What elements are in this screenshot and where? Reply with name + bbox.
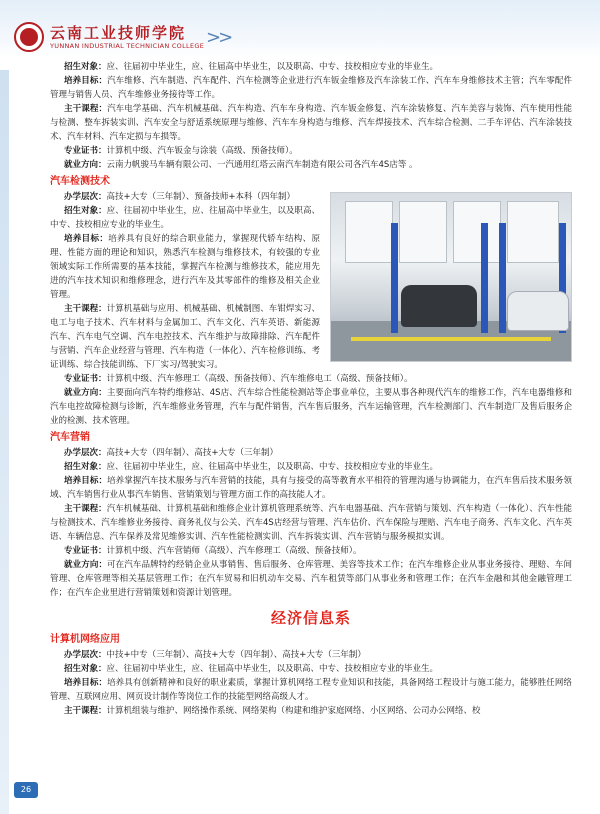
top-block: [50, 60, 572, 172]
section-auto-marketing: [50, 430, 572, 600]
section-computer-network: [50, 632, 572, 718]
paragraph: 招生对象：应、往届初中毕业生，应、往届高中毕业生，以及职高、中专、技校相应专业的毕业生。: [64, 664, 439, 674]
paragraph: 办学层次：中技+中专（三年制）、高技+大专（四年制）、高技+大专（三年制）: [64, 650, 366, 660]
school-logo-icon: [14, 22, 44, 52]
school-name-en: YUNNAN INDUSTRIAL TECHNICIAN COLLEGE: [50, 42, 205, 50]
chevron-right-icon: >>: [206, 27, 231, 48]
paragraph: 办学层次：高技+大专（三年制）、预备技师+本科（四年制）: [64, 192, 296, 202]
paragraph: 办学层次：高技+大专（四年制）、高技+大专（三年制）: [64, 448, 279, 458]
paragraph: 招生对象：应、往届初中毕业生，应、往届高中毕业生，以及职高、中专、技校相应专业的毕业生。: [64, 62, 439, 72]
paragraph: 培养目标：培养具有良好的综合职业能力，掌握现代轿车结构、原理、性能方面的理论和知识，熟悉汽车检测与维修技术，有较强的专业领域实际工作所需要的基本技能，掌握汽车检测与维修技术，能应用先进的汽车技术知识和维修理念，进行汽车及其零部件的维修及相关企业管理。: [50, 234, 320, 300]
paragraph: 主干课程：汽车机械基础、计算机基础和维修企业计算机管理系统等、汽车电器基础、汽车营销与策划、汽车构造（一体化）、汽车性能与检测技术、汽车维修业务接待、商务礼仪与公关、汽车4S店经营与管理、汽车估价、汽车保险与理赔、汽车电子商务、汽车文化、汽车英语、车辆信息、汽车保养及常见维修实训、汽车性能检测实训、汽车拆装实训、汽车营销与服务模拟实训。: [50, 504, 572, 542]
paragraph: 就业方向：可在汽车品牌特约经销企业从事销售、售后服务、仓库管理、美容等技术工作；在汽车维修企业从事业务接待、理赔、车间管理、仓库管理等相关基层管理工作；在汽车贸易和旧机动车交易、汽车租赁等部门从事业务和管理工作；在汽车金融和其他金融管理工作；在汽车企业里进行营销策划和资源计划管理。: [50, 560, 572, 598]
workshop-photo: [330, 192, 572, 362]
section-title: 汽车营销: [50, 432, 90, 443]
section-title: 汽车检测技术: [50, 176, 110, 187]
paragraph: 主干课程：计算机组装与维护、网络操作系统、网络架构（构建和维护家庭网络、小区网络、公司办公网络、校: [64, 706, 481, 716]
section-auto-inspection: [50, 174, 572, 428]
section-title: 计算机网络应用: [50, 634, 120, 645]
paragraph: 专业证书：计算机中级、汽车修理工（高级、预备技师）、汽车维修电工（高级、预备技师）。: [64, 374, 413, 384]
page-content: [50, 60, 572, 808]
paragraph: 培养目标：培养掌握汽车技术服务与汽车营销的技能，具有与接受的高等教育水平相符的管理沟通与协调能力，在汽车售后技术服务领域、汽车销售行业从事汽车销售、营销策划与管理方面工作的高技能人才。: [50, 476, 572, 500]
paragraph: 主干课程：计算机基础与应用、机械基础、机械制图、车钳焊实习、电工与电子技术、汽车材料与金属加工、汽车文化、汽车英语、新能源汽车、汽车电气空调、汽车电控技术、汽车维护与故障排除、汽车配件与营销、汽车企业经营与管理、汽车构造（一体化）、汽车检修训练、考证训练、综合技能训练、下厂实习/驾驶实习。: [50, 304, 320, 370]
page-header: [0, 0, 600, 58]
paragraph: 招生对象：应、往届初中毕业生，应、往届高中毕业生，以及职高、中专、技校相应专业的毕业生。: [50, 206, 320, 230]
paragraph: 就业方向：云南力帆骏马车辆有限公司、一汽通用红塔云南汽车制造有限公司各汽车4S店等 。: [64, 160, 418, 170]
page-number: 26: [14, 782, 38, 798]
department-title: 经济信息系: [270, 609, 351, 627]
paragraph: 专业证书：计算机中级、汽车营销师（高级）、汽车修理工（高级、预备技师）。: [64, 546, 362, 556]
paragraph: 专业证书：计算机中级、汽车钣金与涂装（高级、预备技师）。: [64, 146, 298, 156]
paragraph: 培养目标：培养具有创新精神和良好的职业素质，掌握计算机网络工程专业知识和技能，具备网络工程设计与施工能力，能够胜任网络管理、互联网应用、网页设计制作等岗位工作的技能型网络高级人才。: [50, 678, 572, 702]
side-decoration: [0, 70, 9, 814]
paragraph: 就业方向：主要面向汽车特约维修站、4S店、汽车综合性能检测站等企事业单位，主要从事各种现代汽车的维修工作，汽车电器维修和汽车电控故障检测与诊断，汽车维修业务管理，汽车与配件销售，汽车售后服务，汽车运输管理，汽车检测部门、汽车制造厂及售后服务企业的检测、技术管理。: [50, 388, 572, 426]
paragraph: 招生对象：应、往届初中毕业生，应、往届高中毕业生，以及职高、中专、技校相应专业的毕业生。: [64, 462, 439, 472]
paragraph: 培养目标：汽车维修、汽车制造、汽车配件、汽车检测等企业进行汽车钣金维修及汽车涂装工作、汽车车身维修技术主管；汽车零配件管理与销售人员、汽车维修业务接待等工作。: [50, 76, 572, 100]
paragraph: 主干课程：汽车电学基础、汽车机械基础、汽车构造、汽车车身构造、汽车钣金修复、汽车涂装修复、汽车美容与装饰、汽车使用性能与检测、整车拆装实训、汽车安全与舒适系统原理与维修、汽车车身构造与维修、汽车焊接技术、汽车综合检测、二手车评估、汽车涂装技术、汽车材料、汽车定损与车损等。: [50, 104, 572, 142]
school-name-cn: 云南工业技师学院: [50, 24, 187, 42]
